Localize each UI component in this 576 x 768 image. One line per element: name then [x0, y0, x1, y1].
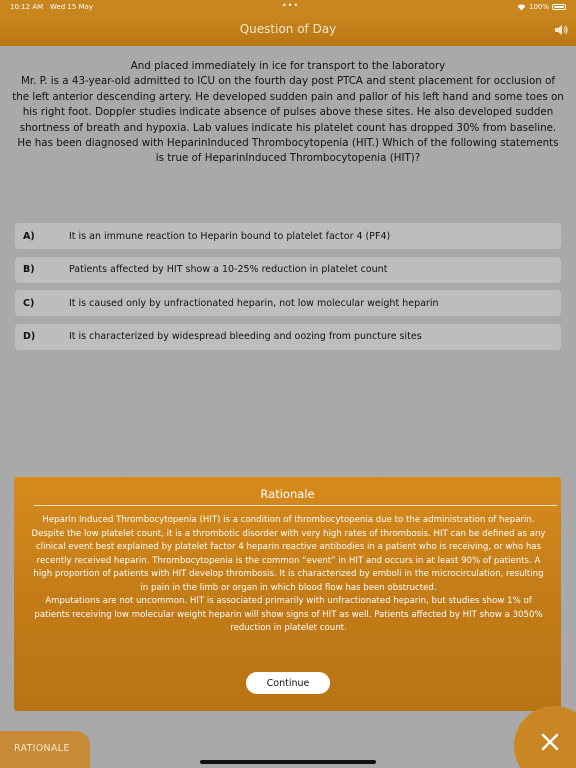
close-button[interactable]	[514, 706, 576, 768]
question-line-1: And placed immediately in ice for transport to the laboratory	[130, 60, 446, 72]
status-time: 10:12 AM Wed 15 May	[10, 3, 94, 11]
answer-letter: D)	[23, 331, 36, 343]
rationale-paragraph-1: Heparin Induced Thrombocytopenia (HIT) is a condition of thrombocytopenia due to the administration of heparin. Despite the low platelet count, it is a thrombotic disorder with very high rates of thrombosis. HIT can be defined as any clinical event best explained by platelet factor 4 heparin reactive antibodies in a patient who is receiving, or who has recently received heparin. Thrombocytopenia is the common “event” in HIT and occurs in at least 90% of patients. A high proportion of patients with HIT develop thrombosis. It is characterized by emboli in the microcirculation, resulting in pain in the limb or organ in which blood flow has been obstructed.	[31, 515, 546, 593]
home-indicator[interactable]	[200, 760, 376, 764]
rationale-title: Rationale	[260, 487, 315, 501]
question-text	[12, 59, 564, 167]
answer-letter: C)	[23, 297, 35, 309]
answer-list	[15, 223, 561, 357]
answer-option-c[interactable]	[15, 290, 561, 316]
rationale-body	[30, 514, 547, 636]
answer-option-b[interactable]	[15, 257, 561, 283]
nav-bar	[0, 14, 576, 46]
question-line-2: Mr. P. is a 43-year-old admitted to ICU on the fourth day post PTCA and stent placement for occlusion of the left anterior descending artery. He developed sudden pain and pallor of his left hand and some toes on his right foot. Doppler studies indicate absence of pulses above these sites. He also developed sudden shortness of breath and hypoxia. Lab values indicate his platelet count has dropped 30% from baseline. He has been diagnosed with HeparinInduced Thrombocytopenia (HIT.) Which of the following statements is true of HeparinInduced Thrombocytopenia (HIT)?	[12, 75, 564, 165]
answer-text: It is an immune reaction to Heparin bound to platelet factor 4 (PF4)	[69, 230, 391, 242]
answer-option-a[interactable]	[15, 223, 561, 249]
answer-text: Patients affected by HIT show a 10-25% reduction in platelet count	[69, 264, 388, 276]
page-title: Question of Day	[239, 22, 337, 36]
answer-option-d[interactable]	[15, 324, 561, 350]
speaker-icon[interactable]	[554, 23, 568, 37]
status-bar	[0, 0, 576, 14]
rationale-tab[interactable]: RATIONALE	[0, 731, 90, 768]
answer-letter: B)	[23, 264, 35, 276]
answer-letter: A)	[23, 230, 35, 242]
answer-text: It is caused only by unfractionated heparin, not low molecular weight heparin	[69, 297, 439, 309]
close-icon	[540, 732, 560, 752]
continue-button[interactable]: Continue	[246, 672, 330, 694]
rationale-paragraph-2: Amputations are not uncommon. HIT is associated primarily with unfractionated heparin, but studies show 1% of patients receiving low molecular weight heparin will show signs of HIT as well. Patients affected by HIT show a 3050% reduction in platelet count.	[34, 596, 543, 633]
battery-icon	[552, 4, 566, 10]
multitask-dots[interactable]: •••	[282, 1, 300, 10]
status-right	[517, 3, 566, 11]
battery-percent: 100%	[528, 3, 549, 11]
rationale-divider	[34, 505, 557, 506]
answer-text: It is characterized by widespread bleeding and oozing from puncture sites	[69, 331, 422, 343]
wifi-icon	[517, 4, 526, 11]
rationale-modal	[14, 477, 561, 711]
